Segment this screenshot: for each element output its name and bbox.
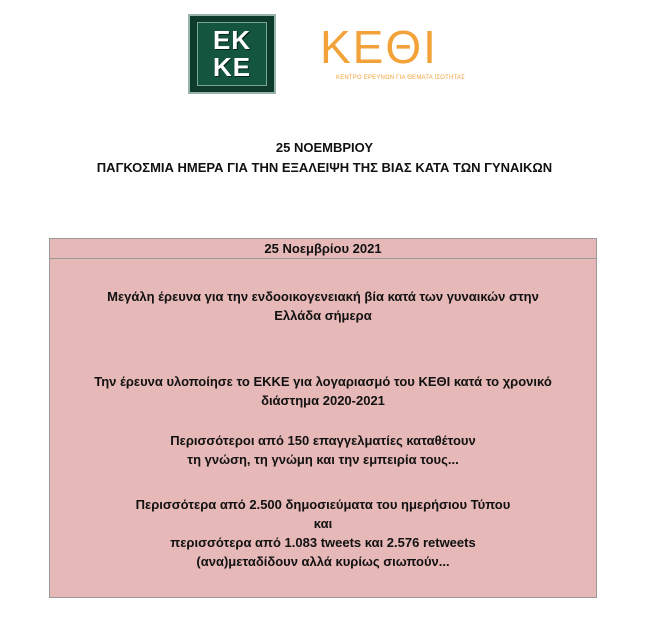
paragraph-survey bbox=[50, 287, 596, 325]
paragraph-line: Την έρευνα υλοποίησε το ΕΚΚΕ για λογαριασμό του ΚΕΘΙ κατά το χρονικό bbox=[94, 374, 552, 389]
page-date-title: 25 ΝΟΕΜΒΡΙΟΥ bbox=[275, 140, 374, 155]
keoi-logo-word: ΚΕΘΙ bbox=[320, 21, 438, 73]
paragraph-line: Περισσότερα από 2.500 δημοσιεύματα του ημερήσιου Τύπου bbox=[135, 497, 511, 512]
paragraph-line: Μεγάλη έρευνα για την ενδοοικογενειακή βία κατά των γυναικών στην bbox=[107, 289, 539, 304]
ekke-logo-inner bbox=[197, 22, 267, 86]
keoi-logo-subtitle: ΚΕΝΤΡΟ ΕΡΕΥΝΩΝ ΓΙΑ ΘΕΜΑΤΑ ΙΣΟΤΗΤΑΣ bbox=[336, 75, 466, 81]
paragraph-line: Ελλάδα σήμερα bbox=[274, 308, 372, 323]
paragraph-line: περισσότερα από 1.083 tweets και 2.576 retweets bbox=[170, 535, 476, 550]
ekke-logo-line2: ΚΕ bbox=[212, 52, 252, 82]
announcement-date: 25 Νοεμβρίου 2021 bbox=[50, 239, 596, 259]
paragraph-line: τη γνώση, τη γνώμη και την εμπειρία τους... bbox=[187, 452, 459, 467]
paragraph-line: (ανα)μεταδίδουν αλλά κυρίως σιωπούν... bbox=[196, 554, 450, 569]
paragraph-line: διάστημα 2020-2021 bbox=[261, 393, 385, 408]
paragraph-implementation bbox=[50, 372, 596, 410]
paragraph-line: Περισσότεροι από 150 επαγγελματίες καταθέτουν bbox=[170, 433, 476, 448]
ekke-logo bbox=[188, 14, 276, 94]
paragraph-professionals bbox=[50, 431, 596, 469]
paragraph-line: και bbox=[313, 516, 333, 531]
paragraph-press bbox=[50, 495, 596, 571]
page-day-title: ΠΑΓΚΟΣΜΙΑ ΗΜΕΡΑ ΓΙΑ ΤΗΝ ΕΞΑΛΕΙΨΗ ΤΗΣ ΒΙΑΣ ΚΑΤΑ ΤΩΝ ΓΥΝΑΙΚΩΝ bbox=[96, 160, 553, 175]
ekke-logo-line1: ΕΚ bbox=[212, 25, 252, 55]
announcement-box bbox=[49, 238, 597, 598]
keoi-logo bbox=[320, 21, 466, 82]
